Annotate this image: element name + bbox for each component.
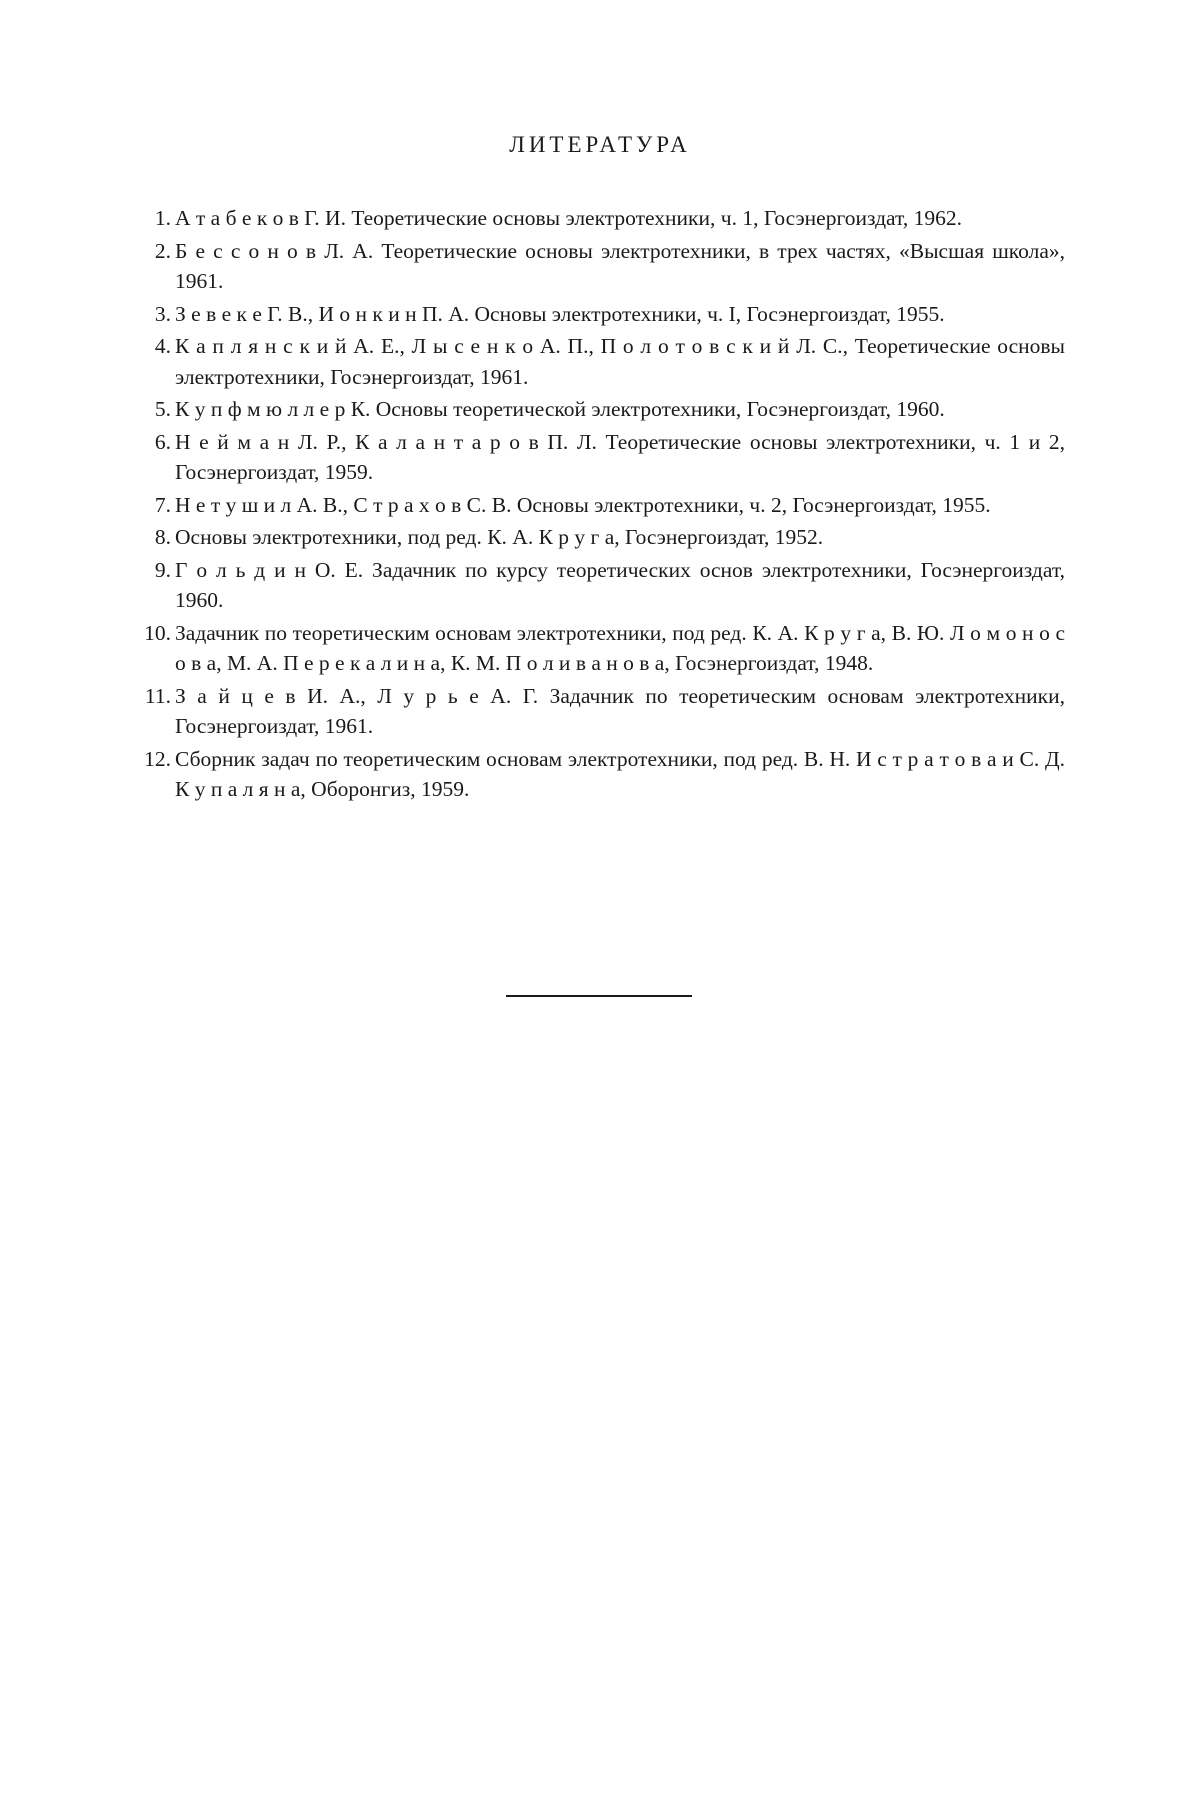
reference-item: [133, 236, 1065, 297]
reference-text: Б е с с о н о в Л. А. Теоретические основы электротехники, в трех частях, «Высшая школа», 1961.: [175, 238, 1065, 293]
reference-text: З е в е к е Г. В., И о н к и н П. А. Основы электротехники, ч. I, Госэнергоиздат, 1955.: [175, 301, 945, 326]
reference-number: 12.: [144, 746, 171, 771]
reference-item: [133, 555, 1065, 616]
reference-text: Н е й м а н Л. Р., К а л а н т а р о в П. Л. Теоретические основы электротехники, ч. 1 и 2, Госэнергоиздат, 1959.: [175, 429, 1065, 484]
reference-text: Сборник задач по теоретическим основам электротехники, под ред. В. Н. И с т р а т о в а и С. Д. К у п а л я н а, Оборонгиз, 1959.: [175, 746, 1065, 801]
reference-list: [133, 203, 1065, 807]
reference-item: [133, 331, 1065, 392]
page-heading: ЛИТЕРАТУРА: [509, 132, 691, 157]
reference-number: 8.: [154, 525, 171, 549]
reference-number: 5.: [154, 397, 171, 421]
reference-text: Основы электротехники, под ред. К. А. К р у г а, Госэнергоиздат, 1952.: [175, 525, 824, 549]
reference-item: [133, 394, 1065, 425]
reference-number: 1.: [154, 206, 171, 230]
reference-text: Г о л ь д и н О. Е. Задачник по курсу теоретических основ электротехники, Госэнергоиздат, 1960.: [175, 557, 1065, 612]
reference-item: [133, 299, 1065, 330]
reference-item: [133, 744, 1065, 805]
reference-text: З а й ц е в И. А., Л у р ь е А. Г. Задачник по теоретическим основам электротехники, Госэнергоиздат, 1961.: [175, 683, 1065, 738]
reference-text: Н е т у ш и л А. В., С т р а х о в С. В. Основы электротехники, ч. 2, Госэнергоиздат, 1955.: [175, 492, 991, 517]
reference-text: К у п ф м ю л л е р К. Основы теоретической электротехники, Госэнергоиздат, 1960.: [175, 397, 945, 421]
reference-item: [133, 681, 1065, 742]
reference-number: 9.: [154, 557, 171, 582]
section-divider: [506, 995, 692, 997]
reference-number: 3.: [154, 301, 171, 326]
reference-text: А т а б е к о в Г. И. Теоретические основы электротехники, ч. 1, Госэнергоиздат, 1962.: [175, 206, 962, 230]
reference-text: К а п л я н с к и й А. Е., Л ы с е н к о А. П., П о л о т о в с к и й Л. С., Теоретические основы электротехники, Госэнергоиздат, 1961.: [175, 334, 1065, 389]
reference-number: 11.: [144, 683, 171, 708]
reference-item: [133, 427, 1065, 488]
reference-number: 4.: [154, 334, 171, 358]
reference-number: 7.: [154, 492, 171, 517]
reference-number: 10.: [144, 620, 171, 645]
reference-item: [133, 203, 1065, 234]
reference-text: Задачник по теоретическим основам электротехники, под ред. К. А. К р у г а, В. Ю. Л о м о н о с о в а, М. А. П е р е к а л и н а, К. М. П о л и в а н о в а, Госэнергоиздат, 1948.: [175, 620, 1065, 675]
reference-number: 2.: [154, 238, 171, 263]
reference-item: [133, 618, 1065, 679]
reference-item: [133, 522, 1065, 553]
reference-number: 6.: [154, 429, 171, 454]
reference-item: [133, 490, 1065, 521]
